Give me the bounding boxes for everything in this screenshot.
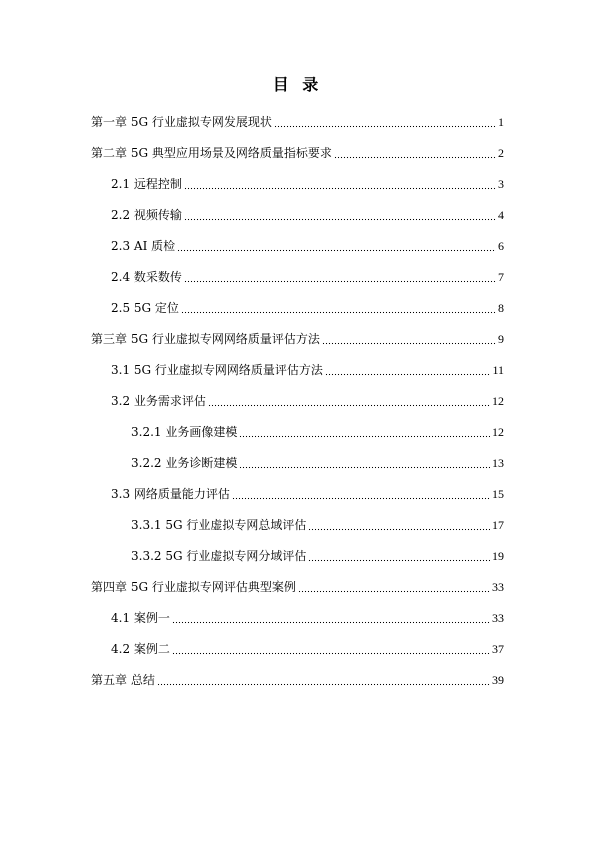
toc-entry-label: 第四章 5G 行业虚拟专网评估典型案例 — [91, 579, 296, 594]
toc-entry[interactable] — [0, 168, 595, 199]
toc-entry[interactable] — [0, 354, 595, 385]
toc-dot-leader — [308, 528, 490, 531]
toc-entry-label: 2.1 远程控制 — [111, 176, 182, 191]
toc-entry[interactable] — [0, 292, 595, 323]
toc-dot-leader — [322, 342, 496, 345]
toc-dot-leader — [184, 187, 496, 190]
toc-entry-label: 第一章 5G 行业虚拟专网发展现状 — [91, 114, 272, 129]
toc-dot-leader — [157, 683, 490, 686]
toc-entry[interactable] — [0, 478, 595, 509]
toc-entry-page-number: 39 — [492, 672, 504, 687]
toc-entry-label: 2.3 AI 质检 — [111, 238, 176, 253]
toc-entry[interactable] — [0, 261, 595, 292]
toc-entry[interactable] — [0, 416, 595, 447]
toc-dot-leader — [239, 466, 490, 469]
toc-entry[interactable] — [0, 571, 595, 602]
toc-entry-label: 4.1 案例一 — [111, 610, 170, 625]
toc-entry-page-number: 8 — [498, 300, 504, 315]
page-title: 目 录 — [272, 75, 323, 94]
toc-entry[interactable] — [0, 602, 595, 633]
toc-entry-label: 3.3.1 5G 行业虚拟专网总域评估 — [131, 517, 307, 532]
toc-dot-leader — [308, 559, 490, 562]
toc-entry[interactable] — [0, 323, 595, 354]
toc-dot-leader — [184, 280, 496, 283]
toc-dot-leader — [274, 125, 496, 128]
toc-entry-page-number: 17 — [492, 517, 504, 532]
toc-dot-leader — [325, 373, 491, 376]
toc-entry-label: 第三章 5G 行业虚拟专网网络质量评估方法 — [91, 331, 320, 346]
toc-entry-page-number: 13 — [492, 455, 504, 470]
toc-entry-label: 3.1 5G 行业虚拟专网网络质量评估方法 — [111, 362, 323, 377]
toc-entry[interactable] — [0, 664, 595, 695]
toc-entry-page-number: 12 — [492, 393, 504, 408]
toc-entry-page-number: 11 — [492, 362, 504, 377]
toc-entry[interactable] — [0, 633, 595, 664]
toc-entry[interactable] — [0, 137, 595, 168]
toc-dot-leader — [208, 404, 490, 407]
toc-entry[interactable] — [0, 540, 595, 571]
toc-entry-label: 3.2.2 业务诊断建模 — [131, 455, 238, 470]
toc-entry-label: 2.5 5G 定位 — [111, 300, 179, 315]
toc-entry-label: 3.2.1 业务画像建模 — [131, 424, 238, 439]
toc-entry-page-number: 3 — [498, 176, 504, 191]
toc-entry-page-number: 19 — [492, 548, 504, 563]
toc-entry-page-number: 33 — [492, 610, 504, 625]
toc-entry-label: 2.4 数采数传 — [111, 269, 182, 284]
table-of-contents — [0, 106, 595, 695]
toc-entry-label: 第二章 5G 典型应用场景及网络质量指标要求 — [91, 145, 332, 160]
toc-entry-page-number: 4 — [498, 207, 504, 222]
toc-entry[interactable] — [0, 509, 595, 540]
toc-entry-page-number: 12 — [492, 424, 504, 439]
toc-dot-leader — [172, 621, 490, 624]
toc-dot-leader — [239, 435, 490, 438]
toc-dot-leader — [184, 218, 496, 221]
toc-dot-leader — [232, 497, 490, 500]
toc-entry-page-number: 6 — [498, 238, 504, 253]
toc-entry[interactable] — [0, 199, 595, 230]
toc-dot-leader — [181, 311, 496, 314]
toc-entry-label: 3.3 网络质量能力评估 — [111, 486, 230, 501]
toc-entry[interactable] — [0, 106, 595, 137]
toc-entry-page-number: 1 — [498, 114, 504, 129]
toc-entry-label: 4.2 案例二 — [111, 641, 170, 656]
toc-entry-page-number: 7 — [498, 269, 504, 284]
toc-entry-label: 3.2 业务需求评估 — [111, 393, 206, 408]
toc-entry-label: 第五章 总结 — [91, 672, 155, 687]
toc-entry[interactable] — [0, 230, 595, 261]
toc-entry-page-number: 2 — [498, 145, 504, 160]
toc-entry-label: 2.2 视频传输 — [111, 207, 182, 222]
toc-entry[interactable] — [0, 447, 595, 478]
toc-entry-page-number: 37 — [492, 641, 504, 656]
toc-dot-leader — [172, 652, 490, 655]
toc-entry-label: 3.3.2 5G 行业虚拟专网分域评估 — [131, 548, 307, 563]
toc-entry-page-number: 33 — [492, 579, 504, 594]
toc-entry[interactable] — [0, 385, 595, 416]
toc-entry-page-number: 9 — [498, 331, 504, 346]
toc-dot-leader — [177, 249, 496, 252]
toc-entry-page-number: 15 — [492, 486, 504, 501]
toc-dot-leader — [334, 156, 496, 159]
toc-dot-leader — [298, 590, 490, 593]
